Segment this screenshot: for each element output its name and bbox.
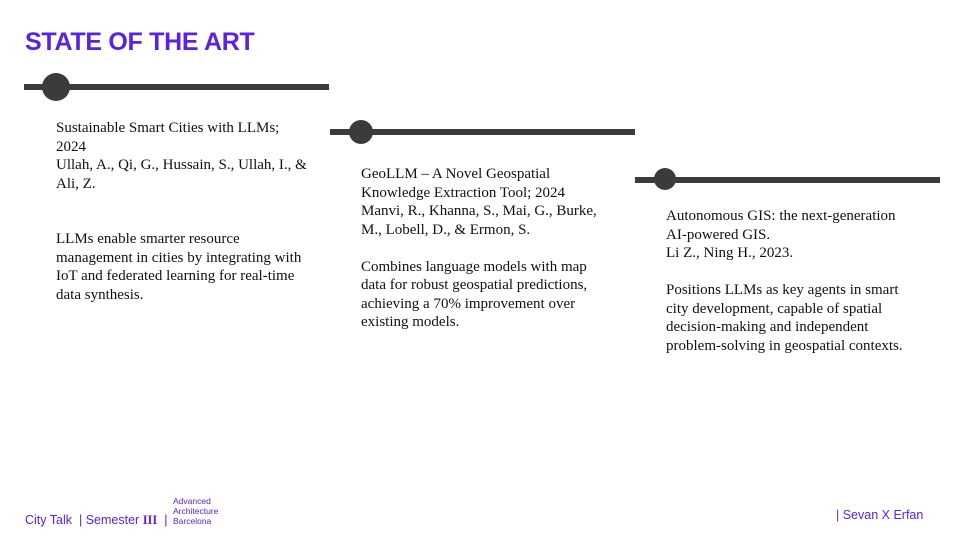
timeline-segment-3 [635, 177, 940, 183]
reference-card-2 [361, 165, 601, 332]
footer-semester-label: Semester [85, 513, 140, 527]
footer-authors: | Sevan X Erfan [836, 508, 924, 522]
footer-course: City Talk [25, 513, 73, 527]
reference-card-3 [666, 207, 906, 355]
reference-title: Sustainable Smart Cities with LLMs; 2024 [56, 120, 280, 155]
reference-summary: Positions LLMs as key agents in smart city development, capable of spatial decision-making and independent problem-solving in geospatial contexts. [666, 282, 903, 354]
footer-course-info [25, 513, 167, 528]
reference-authors: Li Z., Ning H., 2023. [666, 245, 794, 261]
reference-title: GeoLLM – A Novel Geospatial Knowledge Extraction Tool; 2024 [361, 166, 566, 201]
footer-separator: | [164, 513, 168, 527]
timeline-dot-1 [42, 73, 70, 101]
timeline-dot-2 [349, 120, 373, 144]
reference-card-1 [56, 119, 311, 304]
timeline-dot-3 [654, 168, 676, 190]
institution-logo-text: Advanced Architecture Barcelona [173, 496, 219, 526]
reference-title: Autonomous GIS: the next-generation AI-powered GIS. [666, 208, 896, 243]
reference-authors: Ullah, A., Qi, G., Hussain, S., Ullah, I., & Ali, Z. [56, 157, 307, 192]
footer-separator: | [78, 513, 83, 527]
reference-summary: Combines language models with map data for robust geospatial predictions, achieving a 70% improvement over existing models. [361, 258, 588, 330]
reference-authors: Manvi, R., Khanna, S., Mai, G., Burke, M., Lobell, D., & Ermon, S. [361, 203, 597, 238]
timeline-segment-2 [330, 129, 635, 135]
reference-summary: LLMs enable smarter resource management in cities by integrating with IoT and federated learning for real-time data synthesis. [56, 231, 302, 303]
slide-title: STATE OF THE ART [25, 28, 255, 56]
footer-semester-number: III [142, 513, 158, 527]
